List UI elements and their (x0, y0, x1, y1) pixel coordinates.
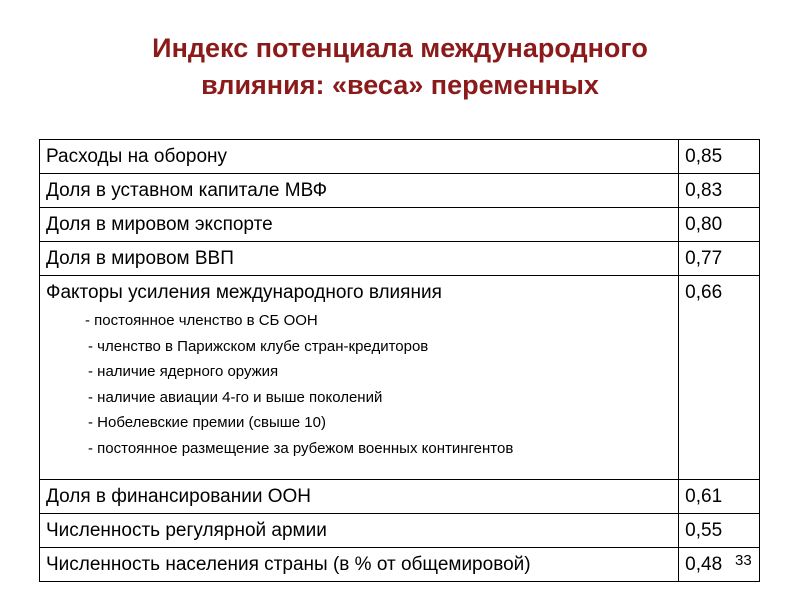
factors-list (46, 308, 672, 461)
table-row (40, 242, 760, 276)
row-label: Доля в финансировании ООН (40, 480, 679, 514)
row-value: 0,80 (679, 208, 760, 242)
row-value: 0,77 (679, 242, 760, 276)
title-line-2: влияния: «веса» переменных (201, 70, 599, 100)
list-item: - членство в Парижском клубе стран-кредиторов (88, 337, 429, 355)
row-value: 0,66 (679, 276, 760, 480)
row-label: Доля в мировом ВВП (40, 242, 679, 276)
row-value: 0,61 (679, 480, 760, 514)
list-item: - постоянное членство в СБ ООН (85, 312, 318, 329)
row-label: Численность регулярной армии (40, 514, 679, 548)
table-row (40, 140, 760, 174)
table-row (40, 548, 760, 582)
factors-cell (40, 276, 679, 480)
row-label: Доля в уставном капитале МВФ (40, 174, 679, 208)
weights-table (39, 139, 760, 582)
factors-label: Факторы усиления международного влияния (46, 282, 442, 303)
list-item: - наличие ядерного оружия (88, 363, 279, 380)
list-item: - наличие авиации 4-го и выше поколений (88, 388, 383, 406)
row-label: Расходы на оборону (40, 140, 679, 174)
page-title (0, 30, 800, 104)
list-item: - Нобелевские премии (свыше 10) (88, 414, 326, 431)
table-row (40, 514, 760, 548)
table-row-factors (40, 276, 760, 480)
row-value: 0,55 (679, 514, 760, 548)
table-row (40, 174, 760, 208)
row-value: 0,85 (679, 140, 760, 174)
list-item: - постоянное размещение за рубежом военных контингентов (88, 439, 514, 457)
row-label: Численность населения страны (в % от общемировой) (40, 548, 679, 582)
slide-number: 33 (735, 552, 752, 569)
table-row (40, 208, 760, 242)
row-value: 0,48 (679, 548, 760, 582)
table-row (40, 480, 760, 514)
row-value: 0,83 (679, 174, 760, 208)
title-line-1: Индекс потенциала международного (152, 33, 648, 63)
row-label: Доля в мировом экспорте (40, 208, 679, 242)
